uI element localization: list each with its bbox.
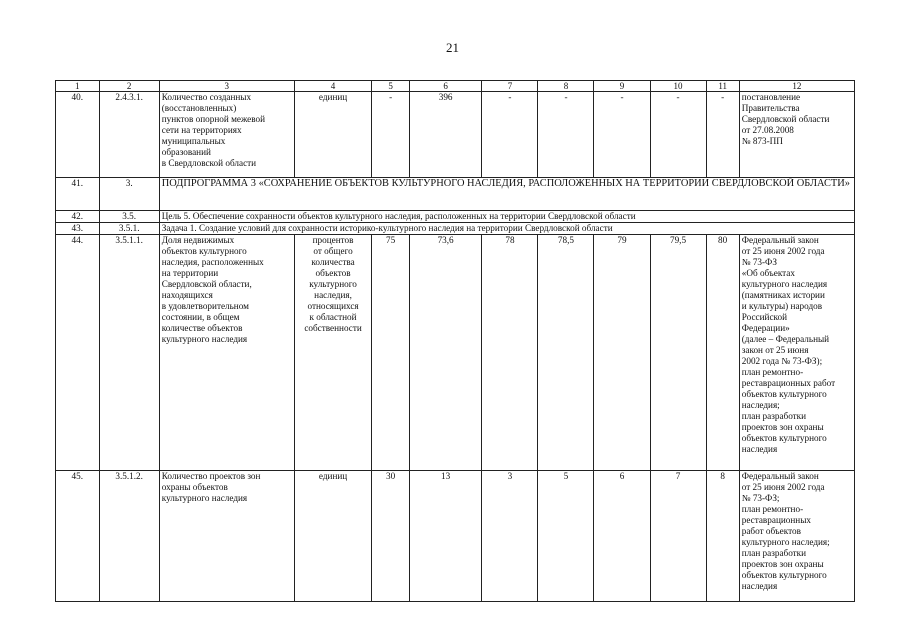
value-cell: - [538, 92, 594, 178]
value-cell: 7 [650, 471, 706, 602]
value-cell: 79,5 [650, 235, 706, 471]
table-row [56, 223, 855, 235]
basis-cell: постановление Правительства Свердловской области от 27.08.2008 № 873-ПП [739, 92, 854, 178]
indicator-name: Количество созданных (восстановленных) пунктов опорной межевой сети на территориях муниципальных образований в Свердловской области [159, 92, 294, 178]
value-cell: - [482, 92, 538, 178]
value-cell: 79 [594, 235, 650, 471]
row-code: 2.4.3.1. [99, 92, 159, 178]
table-row [56, 471, 855, 602]
row-code: 3.5.1.2. [99, 471, 159, 602]
row-number: 40. [56, 92, 100, 178]
value-cell: 73,6 [409, 235, 482, 471]
column-header: 4 [294, 81, 372, 92]
unit-cell: единиц [294, 471, 372, 602]
value-cell: 6 [594, 471, 650, 602]
value-cell: 3 [482, 471, 538, 602]
column-header: 10 [650, 81, 706, 92]
column-header: 12 [739, 81, 854, 92]
value-cell: 80 [706, 235, 739, 471]
task-text: Задача 1. Создание условий для сохранности историко-культурного наследия на территории Свердловской области [159, 223, 854, 235]
row-code: 3. [99, 178, 159, 211]
value-cell: - [594, 92, 650, 178]
value-cell: - [372, 92, 409, 178]
column-header: 8 [538, 81, 594, 92]
table-row [56, 92, 855, 178]
value-cell: 13 [409, 471, 482, 602]
table-header-row [56, 81, 855, 92]
table-row [56, 211, 855, 223]
value-cell: - [706, 92, 739, 178]
indicator-name: Доля недвижимых объектов культурного наследия, расположенных на территории Свердловской области, находящихся в удовлетворительном состоянии, в общем количестве объектов культурного наследия [159, 235, 294, 471]
value-cell: 396 [409, 92, 482, 178]
value-cell: - [650, 92, 706, 178]
indicator-name: Количество проектов зон охраны объектов культурного наследия [159, 471, 294, 602]
row-number: 44. [56, 235, 100, 471]
value-cell: 5 [538, 471, 594, 602]
column-header: 11 [706, 81, 739, 92]
value-cell: 78 [482, 235, 538, 471]
column-header: 1 [56, 81, 100, 92]
value-cell: 8 [706, 471, 739, 602]
unit-cell: процентов от общего количества объектов культурного наследия, относящихся к областной собственности [294, 235, 372, 471]
basis-cell: Федеральный закон от 25 июня 2002 года № 73-ФЗ; план ремонтно- реставрационных работ объектов культурного наследия; план разработки проектов зон охраны объектов культурного наследия [739, 471, 854, 602]
column-header: 9 [594, 81, 650, 92]
column-header: 7 [482, 81, 538, 92]
goal-text: Цель 5. Обеспечение сохранности объектов культурного наследия, расположенных на территории Свердловской области [159, 211, 854, 223]
unit-cell: единиц [294, 92, 372, 178]
row-code: 3.5.1.1. [99, 235, 159, 471]
table-row [56, 178, 855, 211]
row-number: 41. [56, 178, 100, 211]
value-cell: 75 [372, 235, 409, 471]
row-number: 43. [56, 223, 100, 235]
column-header: 2 [99, 81, 159, 92]
subprogram-title: ПОДПРОГРАММА 3 «СОХРАНЕНИЕ ОБЪЕКТОВ КУЛЬТУРНОГО НАСЛЕДИЯ, РАСПОЛОЖЕННЫХ НА ТЕРРИТОРИИ СВЕРДЛОВСКОЙ ОБЛАСТИ» [159, 178, 854, 211]
row-number: 42. [56, 211, 100, 223]
value-cell: 30 [372, 471, 409, 602]
value-cell: 78,5 [538, 235, 594, 471]
row-code: 3.5. [99, 211, 159, 223]
column-header: 3 [159, 81, 294, 92]
basis-cell: Федеральный закон от 25 июня 2002 года № 73-ФЗ «Об объектах культурного наследия (памятниках истории и культуры) народов Российской Федерации» (далее – Федеральный закон от 25 июня 2002 года № 73-ФЗ); план ремонтно- реставрационных работ объектов культурного наследия; план разработки проектов зон охраны объектов культурного наследия [739, 235, 854, 471]
column-header: 6 [409, 81, 482, 92]
indicators-table [55, 80, 855, 602]
row-code: 3.5.1. [99, 223, 159, 235]
table-row [56, 235, 855, 471]
column-header: 5 [372, 81, 409, 92]
page-number: 21 [446, 40, 459, 55]
row-number: 45. [56, 471, 100, 602]
